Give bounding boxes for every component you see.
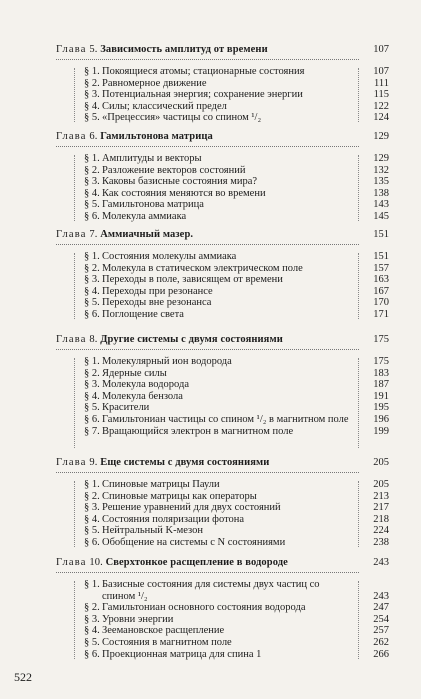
toc-entry[interactable] [56, 211, 389, 223]
section-page: 157 [373, 262, 389, 274]
toc-entry[interactable] [56, 89, 389, 101]
section-title: Амплитуды и векторы [102, 153, 202, 164]
chapter-page-number: 129 [373, 131, 389, 142]
section-number: § 4. [84, 100, 100, 112]
chapter-name: Аммиачный мазер. [100, 229, 194, 240]
chapter-word: Глава [56, 131, 87, 142]
section-number: § 6. [84, 308, 100, 320]
toc-entry[interactable] [56, 502, 389, 514]
toc-entry[interactable] [56, 78, 389, 90]
section-page: 195 [373, 402, 389, 414]
page-number: 522 [14, 670, 32, 684]
section-list [56, 153, 389, 223]
toc-entry[interactable] [56, 625, 389, 637]
section-list [56, 251, 389, 321]
toc-entry[interactable] [56, 537, 389, 549]
toc-entry[interactable] [56, 66, 389, 78]
section-number: § 1. [84, 479, 100, 490]
toc-entry[interactable] [56, 368, 389, 380]
chapter-word: Глава [56, 229, 87, 240]
section-number: § 4. [84, 390, 100, 402]
section-title: Переходы в поле, зависящем от времени [102, 274, 283, 286]
chapter-name: Еще системы с двумя состояниями [100, 457, 270, 468]
section-page: 217 [373, 502, 389, 514]
section-number: § 6. [84, 648, 100, 660]
chapter-page-number: 243 [373, 557, 389, 568]
section-title: Решение уравнений для двух состояний [102, 502, 281, 514]
toc-entry[interactable] [56, 274, 389, 286]
section-title: Базисные состояния для системы двух частиц со спином ¹/₂ [102, 579, 320, 602]
chapter-heading [56, 44, 389, 62]
chapter-word: Глава [56, 334, 87, 345]
section-number: § 3. [84, 502, 100, 514]
section-page: 247 [373, 602, 389, 614]
toc-entry[interactable] [56, 414, 389, 426]
section-page: 122 [373, 100, 389, 112]
section-title: Гамильтониан частицы со спином ¹/₂ в магнитном поле [102, 413, 349, 425]
section-page: 132 [373, 164, 389, 176]
chapter-title [56, 131, 355, 142]
section-title: Молекула бензола [102, 390, 183, 402]
dotted-rule [56, 59, 359, 60]
chapter-number: 7. [89, 229, 98, 240]
toc-entry[interactable] [56, 391, 389, 403]
section-title: Покоящиеся атомы; стационарные состояния [102, 66, 305, 77]
section-page: 196 [373, 413, 389, 425]
section-title: Ядерные силы [102, 367, 167, 379]
section-number: § 4. [84, 187, 100, 199]
chapter-name: Зависимость амплитуд от времени [100, 44, 268, 55]
toc-entry[interactable] [56, 479, 389, 491]
section-page: 111 [374, 77, 389, 89]
section-title: Поглощение света [102, 308, 184, 320]
toc-entry[interactable] [56, 525, 389, 537]
section-title: Красители [102, 402, 150, 414]
section-page: 218 [373, 513, 389, 525]
section-title: Гамильтонова матрица [102, 199, 204, 211]
section-page: 199 [373, 425, 389, 437]
toc-entry[interactable] [56, 199, 389, 211]
toc-entry[interactable] [56, 165, 389, 177]
chapter-word: Глава [56, 44, 87, 55]
section-number: § 4. [84, 625, 100, 637]
section-number: § 3. [84, 379, 100, 391]
chapter-number: 10. [89, 557, 103, 568]
section-number: § 2. [84, 77, 100, 89]
section-number: § 7. [84, 425, 100, 437]
section-number: § 6. [84, 536, 100, 548]
toc-entry[interactable] [56, 637, 389, 649]
toc-entry[interactable] [56, 153, 389, 165]
chapter-title [56, 334, 355, 345]
section-page: 163 [373, 274, 389, 286]
section-page: 115 [373, 89, 389, 101]
section-title: Переходы вне резонанса [102, 297, 212, 309]
section-number: § 5. [84, 199, 100, 211]
chapter-page-number: 175 [373, 334, 389, 345]
chapter-9 [56, 457, 389, 549]
section-number: § 1. [84, 251, 100, 262]
section-page: 167 [373, 285, 389, 297]
toc-entry[interactable] [56, 263, 389, 275]
section-title: «Прецессия» частицы со спином ¹/₂ [102, 112, 262, 124]
section-list [56, 66, 389, 124]
section-number: § 5. [84, 112, 100, 124]
section-list [56, 356, 389, 437]
section-number: § 6. [84, 210, 100, 222]
section-number: § 2. [84, 262, 100, 274]
section-number: § 1. [84, 356, 100, 367]
section-page: 124 [373, 112, 389, 124]
toc-entry[interactable] [56, 491, 389, 503]
chapter-heading [56, 557, 389, 575]
section-number: § 3. [84, 176, 100, 188]
toc-entry[interactable] [56, 101, 389, 113]
section-title: Силы; классический предел [102, 100, 227, 112]
section-number: § 4. [84, 285, 100, 297]
section-number: § 1. [84, 579, 100, 590]
section-title: Разложение векторов состояний [102, 164, 246, 176]
section-page: 224 [373, 525, 389, 537]
section-title: Обобщение на системы с N состояниями [102, 536, 286, 548]
chapter-6 [56, 131, 389, 223]
chapter-word: Глава [56, 457, 87, 468]
section-number: § 3. [84, 89, 100, 101]
section-page: 138 [373, 187, 389, 199]
toc-entry[interactable] [56, 251, 389, 263]
section-page: 254 [373, 613, 389, 625]
section-title: Молекулярный ион водорода [102, 356, 232, 367]
section-page: 238 [373, 536, 389, 548]
section-title: Гамильтониан основного состояния водорода [102, 602, 306, 614]
section-number: § 5. [84, 402, 100, 414]
section-number: § 2. [84, 602, 100, 614]
section-page: 257 [373, 625, 389, 637]
section-page: 213 [373, 490, 389, 502]
section-title: Равномерное движение [102, 77, 207, 89]
section-number: § 4. [84, 513, 100, 525]
section-page: 129 [373, 153, 389, 164]
section-page: 171 [373, 308, 389, 320]
dotted-rule [56, 244, 359, 245]
section-title: Вращающийся электрон в магнитном поле [102, 425, 294, 437]
toc-entry[interactable] [56, 188, 389, 200]
section-title: Каковы базисные состояния мира? [102, 176, 258, 188]
section-page: 262 [373, 636, 389, 648]
toc-entry[interactable] [56, 112, 389, 124]
chapter-number: 8. [89, 334, 98, 345]
chapter-number: 5. [89, 44, 98, 55]
toc-entry[interactable] [56, 176, 389, 188]
section-title: Переходы при резонансе [102, 285, 213, 297]
section-page: 145 [373, 210, 389, 222]
section-title: Молекула водорода [102, 379, 189, 391]
toc-entry[interactable] [56, 426, 389, 438]
section-page: 191 [373, 390, 389, 402]
section-page: 187 [373, 379, 389, 391]
toc-entry[interactable] [56, 309, 389, 321]
section-number: § 5. [84, 525, 100, 537]
section-page: 266 [373, 648, 389, 660]
section-title: Состояния поляризации фотона [102, 513, 245, 525]
chapter-number: 6. [89, 131, 98, 142]
chapter-title [56, 457, 355, 468]
chapter-5 [56, 44, 389, 124]
toc-entry[interactable] [56, 649, 389, 661]
toc-entry[interactable] [56, 614, 389, 626]
toc-entry[interactable] [56, 286, 389, 298]
section-page: 243 [373, 590, 389, 602]
section-title: Нейтральный K-мезон [102, 525, 203, 537]
section-title: Спиновые матрицы как операторы [102, 490, 257, 502]
chapter-heading [56, 334, 389, 352]
toc-entry[interactable] [56, 402, 389, 414]
section-title: Молекула в статическом электрическом поле [102, 262, 303, 274]
chapter-number: 9. [89, 457, 98, 468]
chapter-7 [56, 229, 389, 321]
toc-entry[interactable] [56, 379, 389, 391]
toc-entry[interactable] [56, 602, 389, 614]
section-page: 170 [373, 297, 389, 309]
chapter-title [56, 557, 355, 568]
section-number: § 2. [84, 367, 100, 379]
chapter-heading [56, 229, 389, 247]
section-page: 135 [373, 176, 389, 188]
section-title: Зеемановское расщепление [102, 625, 225, 637]
section-title: Потенциальная энергия; сохранение энергии [102, 89, 303, 101]
section-page: 183 [373, 367, 389, 379]
chapter-page-number: 151 [373, 229, 389, 240]
chapter-8 [56, 334, 389, 437]
chapter-word: Глава [56, 557, 87, 568]
toc-entry[interactable] [56, 579, 389, 602]
dotted-rule [56, 572, 359, 573]
section-page: 175 [373, 356, 389, 367]
chapter-name: Сверхтонкое расщепление в водороде [105, 557, 288, 568]
chapter-page-number: 107 [373, 44, 389, 55]
section-title: Спиновые матрицы Паули [102, 479, 220, 490]
section-title: Как состояния меняются во времени [102, 187, 266, 199]
chapter-page-number: 205 [373, 457, 389, 468]
section-list [56, 479, 389, 549]
section-title: Состояния молекулы аммиака [102, 251, 237, 262]
chapter-title [56, 44, 355, 55]
section-title: Уровни энергии [102, 613, 174, 625]
toc-entry[interactable] [56, 356, 389, 368]
section-number: § 6. [84, 413, 100, 425]
section-number: § 3. [84, 274, 100, 286]
section-page: 143 [373, 199, 389, 211]
section-page: 151 [373, 251, 389, 262]
chapter-heading [56, 457, 389, 475]
section-page: 107 [373, 66, 389, 77]
section-number: § 2. [84, 490, 100, 502]
section-number: § 5. [84, 636, 100, 648]
section-number: § 1. [84, 153, 100, 164]
section-title: Молекула аммиака [102, 210, 187, 222]
chapter-name: Гамильтонова матрица [100, 131, 213, 142]
section-title: Проекционная матрица для спина 1 [102, 648, 262, 660]
section-list [56, 579, 389, 660]
dotted-rule [56, 146, 359, 147]
section-number: § 1. [84, 66, 100, 77]
section-number: § 3. [84, 613, 100, 625]
section-page: 205 [373, 479, 389, 490]
toc-entry[interactable] [56, 514, 389, 526]
chapter-title [56, 229, 355, 240]
section-number: § 5. [84, 297, 100, 309]
section-number: § 2. [84, 164, 100, 176]
dotted-rule [56, 472, 359, 473]
chapter-name: Другие системы с двумя состояниями [100, 334, 283, 345]
toc-entry[interactable] [56, 297, 389, 309]
chapter-10 [56, 557, 389, 660]
section-title: Состояния в магнитном поле [102, 636, 232, 648]
dotted-rule [56, 349, 359, 350]
chapter-heading [56, 131, 389, 149]
